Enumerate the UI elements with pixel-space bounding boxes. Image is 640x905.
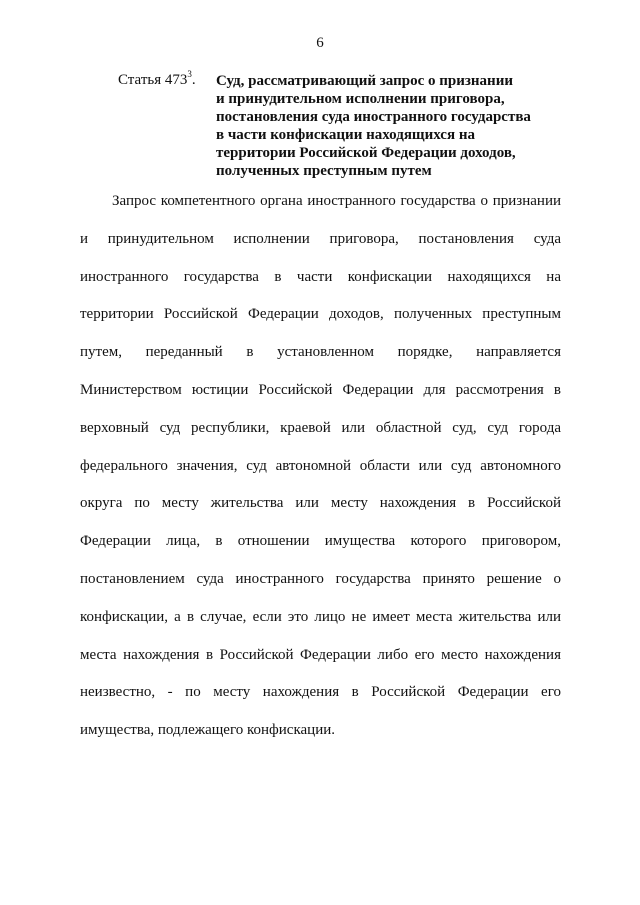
body-line: и принудительном исполнении приговора, постановления суда: [80, 230, 561, 247]
body-line: Министерством юстиции Российской Федерации для рассмотрения в: [80, 381, 561, 398]
article-label-superscript: 3: [187, 69, 192, 79]
body-line: Запрос компетентного органа иностранного государства о признании: [112, 193, 561, 209]
article-label: [118, 69, 196, 89]
body-line: верховный суд республики, краевой или областной суд, суд города: [80, 419, 561, 436]
article-title-line: территории Российской Федерации доходов,: [216, 145, 516, 161]
article-title-line: полученных преступным путем: [216, 163, 432, 179]
body-line: Федерации лица, в отношении имущества которого приговором,: [80, 533, 561, 550]
article-title-line: и принудительном исполнении приговора,: [216, 91, 505, 107]
page-number: 6: [316, 35, 324, 51]
body-line: конфискации, а в случае, если это лицо не имеет места жительства или: [80, 608, 561, 625]
article-title-line: Суд, рассматривающий запрос о признании: [216, 73, 513, 89]
body-line: иностранного государства в части конфискации находящихся на: [80, 268, 561, 285]
article-body: [80, 193, 561, 760]
body-line: постановлением суда иностранного государства принято решение о: [80, 570, 561, 587]
body-line: округа по месту жительства или месту нахождения в Российской: [80, 495, 561, 512]
body-line: федерального значения, суд автономной области или суд автономного: [80, 457, 561, 474]
article-label-text: Статья 473: [118, 72, 188, 88]
article-title: [216, 72, 546, 180]
body-line: территории Российской Федерации доходов, полученных преступным: [80, 306, 561, 323]
article-title-line: в части конфискации находящихся на: [216, 127, 475, 143]
body-line: места нахождения в Российской Федерации либо его место нахождения: [80, 646, 561, 663]
article-title-line: постановления суда иностранного государства: [216, 109, 531, 125]
article-label-suffix: .: [191, 72, 196, 88]
body-line: неизвестно, - по месту нахождения в Российской Федерации его: [80, 684, 561, 701]
body-line: имущества, подлежащего конфискации.: [80, 722, 335, 739]
body-line: путем, переданный в установленном порядке, направляется: [80, 344, 561, 361]
